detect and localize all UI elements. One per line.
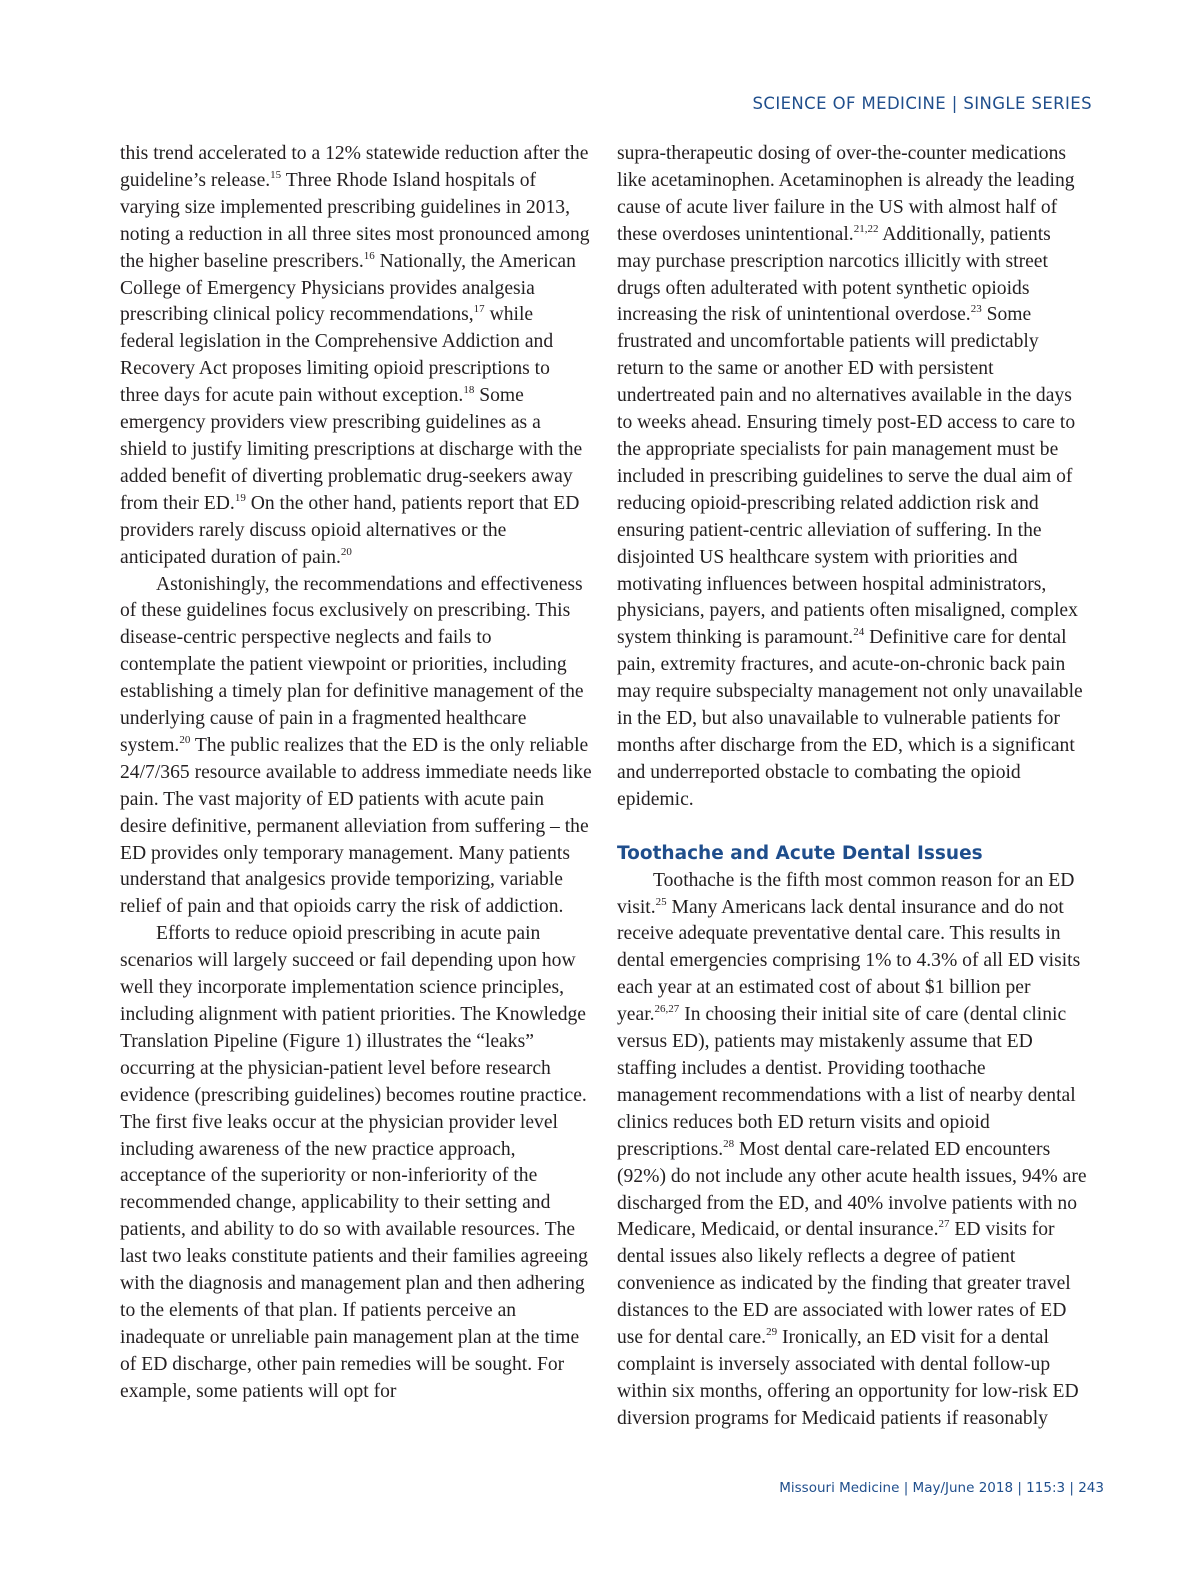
citation-superscript: 15 [270, 168, 282, 181]
text-run: Astonishingly, the recommendations and effectiveness of these guidelines focus exclusively on prescribing. This disease-centric perspective neglects and fails to contemplate the patient viewpoint or priorities, including establishing a timely plan for definitive management of the underlying cause of pain in a fragmented healthcare system. [120, 573, 584, 756]
page-footer: Missouri Medicine | May/June 2018 | 115:3 | 243 [779, 1480, 1104, 1496]
body-paragraph [120, 572, 592, 922]
body-paragraph [120, 141, 592, 572]
text-run: On the other hand, patients report that ED providers rarely discuss opioid alternatives or the anticipated duration of pain. [120, 492, 580, 568]
citation-superscript: 16 [363, 249, 375, 262]
citation-superscript: 27 [938, 1218, 950, 1231]
citation-superscript: 20 [340, 545, 352, 558]
text-run: Nationally, the American College of Emergency Physicians provides analgesia prescribing clinical policy recommendations, [120, 250, 576, 326]
text-run: Ironically, an ED visit for a dental complaint is inversely associated with dental follow-up within six months, offering an opportunity for low-risk ED diversion programs for Medicaid patients if reasonably [617, 1327, 1079, 1429]
text-run: this trend accelerated to a 12% statewide reduction after the guideline’s release. [120, 143, 589, 191]
body-paragraph [617, 868, 1089, 1433]
right-column [617, 141, 1089, 1433]
citation-superscript: 29 [766, 1326, 778, 1339]
left-column [120, 141, 592, 1406]
citation-superscript: 18 [463, 384, 475, 397]
text-run: Additionally, patients may purchase prescription narcotics illicitly with street drugs often adulterated with potent synthetic opioids increasing the risk of unintentional overdose. [617, 223, 1051, 326]
text-run: Efforts to reduce opioid prescribing in acute pain scenarios will largely succeed or fail depending upon how well they incorporate implementation science principles, including alignment with patient priorities. The Knowledge Translation Pipeline (Figure 1) illustrates the “leaks” occurring at the physician-patient level before research evidence (prescribing guidelines) becomes routine practice. The first five leaks occur at the physician provider level including awareness of the new practice approach, acceptance of the superiority or non-inferiority of the recommended change, applicability to their setting and patients, and ability to do so with available resources. The last two leaks constitute patients and their families agreeing with the diagnosis and management plan and then adhering to the elements of that plan. If patients perceive an inadequate or unreliable pain management plan at the time of ED discharge, other pain remedies will be sought. For example, some patients will opt for [120, 923, 588, 1402]
text-run: supra-therapeutic dosing of over-the-counter medications like acetaminophen. Acetaminophen is already the leading cause of acute liver failure in the US with almost half of these overdoses unintentional. [617, 143, 1075, 245]
citation-superscript: 28 [723, 1137, 735, 1150]
text-run: Toothache is the fifth most common reason for an ED visit. [617, 869, 1075, 918]
text-run: The public realizes that the ED is the only reliable 24/7/365 resource available to address immediate needs like pain. The vast majority of ED patients with acute pain desire definitive, permanent alleviation from suffering – the ED provides only temporary management. Many patients understand that analgesics provide temporizing, variable relief of pain and that opioids carry the risk of addiction. [120, 734, 592, 918]
text-run: In choosing their initial site of care (dental clinic versus ED), patients may mistakenly assume that ED staffing includes a dentist. Providing toothache management recommendations with a list of nearby dental clinics reduces both ED return visits and opioid prescriptions. [617, 1004, 1076, 1160]
citation-superscript: 21,22 [853, 222, 879, 235]
citation-superscript: 17 [473, 303, 485, 316]
citation-superscript: 24 [853, 626, 865, 639]
text-run: Some frustrated and uncomfortable patients will predictably return to the same or another ED with persistent undertreated pain and no alternatives available in the days to weeks ahead. Ensuring timely post-ED access to care to the appropriate specialists for pain management must be included in prescribing guidelines to serve the dual aim of reducing opioid-prescribing related addiction risk and ensuring patient-centric alleviation of suffering. In the disjointed US healthcare system with priorities and motivating influences between hospital administrators, physicians, payers, and patients often misaligned, complex system thinking is paramount. [617, 304, 1078, 649]
text-run: while federal legislation in the Comprehensive Addiction and Recovery Act proposes limiting opioid prescriptions to three days for acute pain without exception. [120, 304, 554, 407]
citation-superscript: 25 [655, 895, 667, 908]
text-run: Many Americans lack dental insurance and do not receive adequate preventative dental care. This results in dental emergencies comprising 1% to 4.3% of all ED visits each year at an estimated cost of about $1 billion per year. [617, 896, 1081, 1026]
text-run: ED visits for dental issues also likely reflects a degree of patient convenience as indicated by the finding that greater travel distances to the ED are associated with lower rates of ED use for dental care. [617, 1219, 1071, 1349]
running-header: SCIENCE OF MEDICINE | SINGLE SERIES [752, 94, 1092, 113]
citation-superscript: 19 [234, 491, 246, 504]
citation-superscript: 23 [970, 303, 982, 316]
body-paragraph [120, 921, 592, 1405]
text-run: Most dental care-related ED encounters (92%) do not include any other acute health issues, 94% are discharged from the ED, and 40% involve patients with no Medicare, Medicaid, or dental insurance. [617, 1138, 1087, 1241]
citation-superscript: 26,27 [654, 1003, 680, 1016]
text-run: Three Rhode Island hospitals of varying size implemented prescribing guidelines in 2013, noting a reduction in all three sites most pronounced among the higher baseline prescribers. [120, 169, 590, 272]
citation-superscript: 20 [179, 733, 191, 746]
section-heading: Toothache and Acute Dental Issues [617, 842, 983, 864]
text-run: Definitive care for dental pain, extremity fractures, and acute-on-chronic back pain may require subspecialty management not only unavailable in the ED, but also unavailable to vulnerable patients for months after discharge from the ED, which is a significant and underreported obstacle to combating the opioid epidemic. [617, 627, 1083, 810]
text-run: Some emergency providers view prescribing guidelines as a shield to justify limiting prescriptions at discharge with the added benefit of diverting problematic drug-seekers away from their ED. [120, 385, 583, 514]
body-paragraph [617, 141, 1089, 814]
